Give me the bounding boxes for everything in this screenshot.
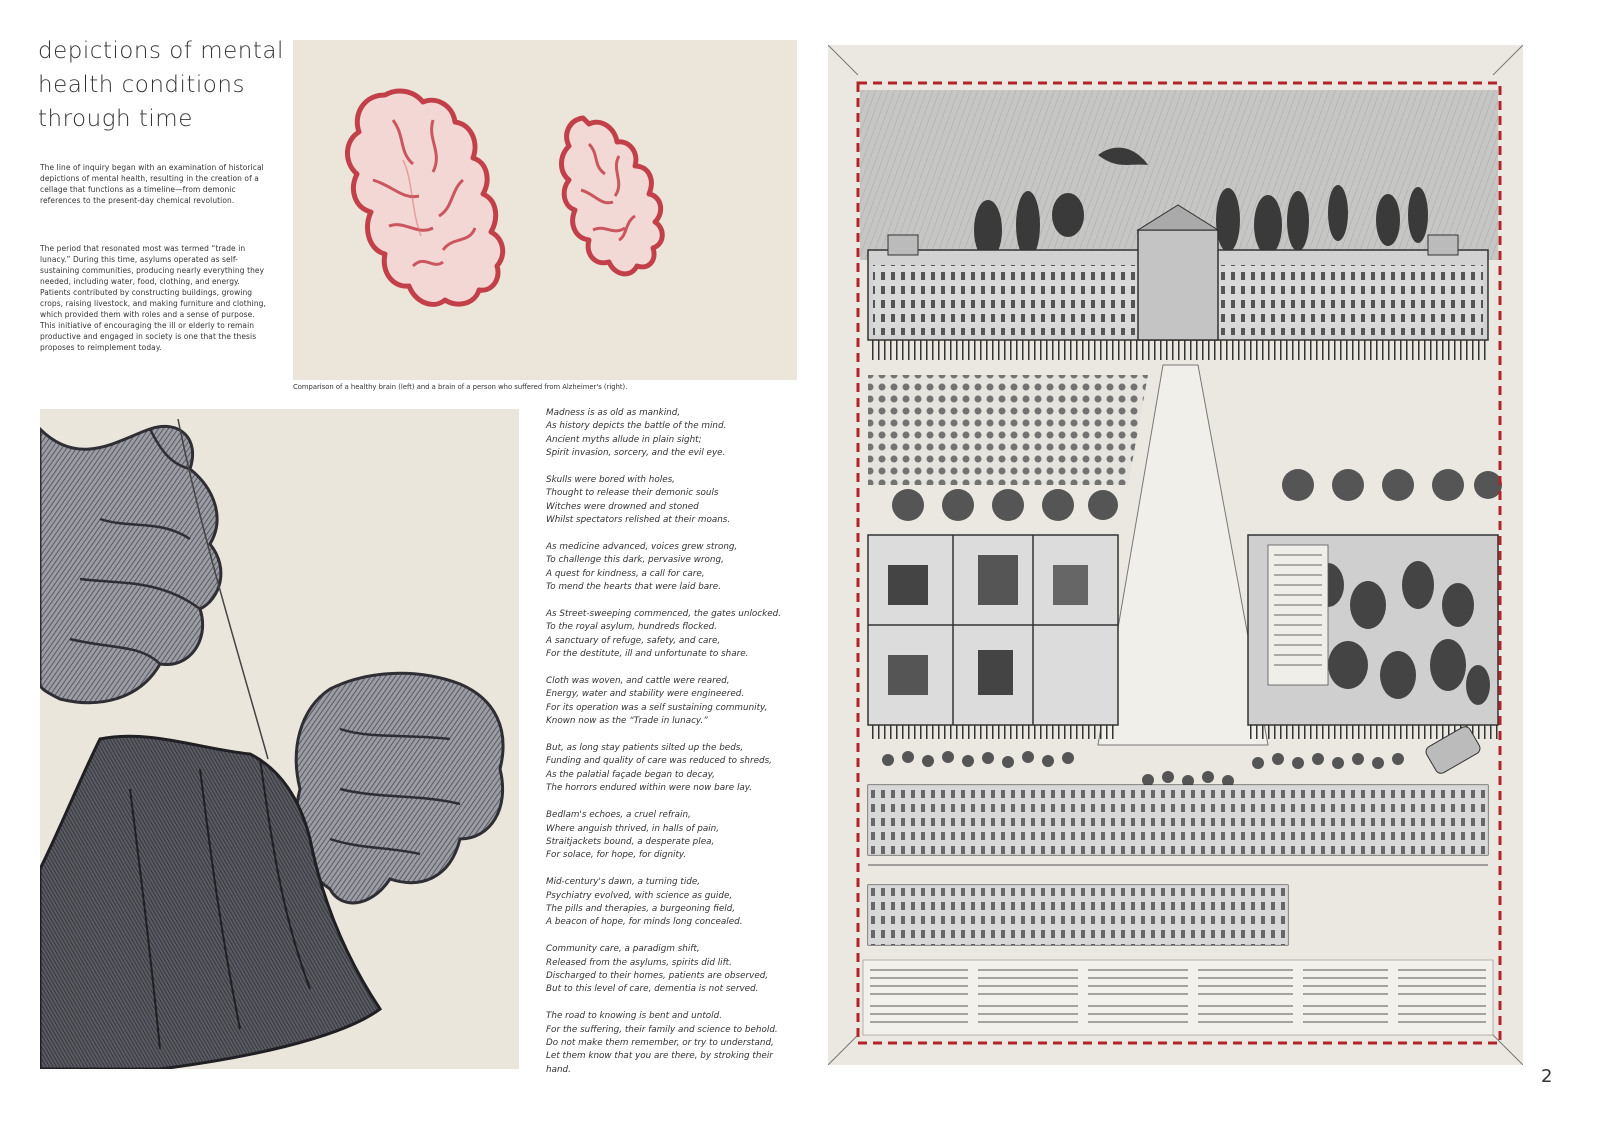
poem-line: Community care, a paradigm shift, <box>546 944 700 955</box>
poem-line: Thought to release their demonic souls <box>546 488 719 499</box>
poem-line: The road to knowing is bent and untold. <box>546 1011 722 1022</box>
poem-stanza <box>546 876 806 930</box>
poem-line: For its operation was a self sustaining community, <box>546 702 768 713</box>
poem-line: Ancient myths allude in plain sight; <box>546 434 702 445</box>
poem-line: Madness is as old as mankind, <box>546 408 681 418</box>
page-title <box>38 34 288 136</box>
poem-line: Released from the asylums, spirits did lift. <box>546 957 732 968</box>
poem-stanza <box>546 809 806 863</box>
poem-stanza <box>546 407 806 461</box>
poem-line: Energy, water and stability were engineered. <box>546 689 745 700</box>
poem-stanza <box>546 943 806 997</box>
poem-line: Cloth was woven, and cattle were reared, <box>546 676 730 687</box>
poem-line: But, as long stay patients silted up the beds, <box>546 743 744 754</box>
poem-stanza <box>546 1010 806 1077</box>
title-line: through time <box>38 106 193 132</box>
brain-comparison-image <box>293 40 797 380</box>
poem-line: Skulls were bored with holes, <box>546 475 675 486</box>
poem-line: A beacon of hope, for minds long concealed. <box>546 917 743 928</box>
poem-line: A quest for kindness, a call for care, <box>546 568 705 579</box>
brain-caption: Comparison of a healthy brain (left) and a brain of a person who suffered from Alzheimer's (right). <box>293 383 628 391</box>
poem-line: But to this level of care, dementia is not served. <box>546 984 759 995</box>
poem-line: For the suffering, their family and science to behold. <box>546 1024 778 1035</box>
asylum-interior-rooms <box>868 535 1118 739</box>
poem-line: Psychiatry evolved, with science as guide, <box>546 890 733 901</box>
page-number: 2 <box>1541 1066 1553 1087</box>
poem-line: Witches were drowned and stoned <box>546 501 699 512</box>
poem-line: A sanctuary of refuge, safety, and care, <box>546 635 721 646</box>
poem-stanza <box>546 675 806 729</box>
poem-line: Straitjackets bound, a desperate plea, <box>546 836 715 847</box>
collage-text-panel <box>863 960 1493 1035</box>
poem-line: To mend the hearts that were laid bare. <box>546 582 722 593</box>
poem-stanza <box>546 474 806 528</box>
poem <box>546 407 806 1091</box>
poem-line: Where anguish thrived, in halls of pain, <box>546 823 720 834</box>
poem-line: To challenge this dark, pervasive wrong, <box>546 555 724 566</box>
title-line: health conditions <box>38 72 245 98</box>
poem-line: Known now as the “Trade in lunacy.” <box>546 716 708 727</box>
poem-line: Discharged to their homes, patients are observed, <box>546 970 769 981</box>
poem-line: For solace, for hope, for dignity. <box>546 850 687 861</box>
poem-line: Mid-century's dawn, a turning tide, <box>546 877 701 888</box>
poem-line: To the royal asylum, hundreds flocked. <box>546 622 717 633</box>
poem-line: Whilst spectators relished at their moans. <box>546 515 731 526</box>
hands-charcoal-drawing <box>40 409 519 1069</box>
poem-line: The horrors endured within were now bare lay. <box>546 783 753 794</box>
poem-line: As the palatial façade began to decay, <box>546 769 715 780</box>
poem-line: Bedlam's echoes, a cruel refrain, <box>546 810 691 821</box>
poem-line: Funding and quality of care was reduced to shreds, <box>546 756 772 767</box>
poem-stanza <box>546 541 806 595</box>
poem-line: For the destitute, ill and unfortunate to share. <box>546 649 749 660</box>
poem-line: As medicine advanced, voices grew strong, <box>546 542 738 553</box>
poem-line: Do not make them remember, or try to understand, <box>546 1037 774 1048</box>
poem-line: hand. <box>546 1064 571 1075</box>
asylum-collage-artwork <box>828 45 1523 1065</box>
poem-stanza <box>546 608 806 662</box>
intro-paragraph: The line of inquiry began with an examination of historical depictions of mental health, resulting in the creation of a cellage that functions as a timeline—from demonic references to the present-day chemical revolution. <box>40 162 264 205</box>
intro-paragraph: The period that resonated most was termed “trade in lunacy.” During this time, asylums operated as self-sustaining communities, producing nearly everything they needed, including water, food, clothing, and energy. Patients contributed by constructing buildings, growing crops, raising livestock, and making furniture and clothing, which provided them with roles and a sense of purpose. This initiative of encouraging the ill or elderly to remain productive and engaged in society is one that the thesis proposes to reimplement today. <box>40 243 266 352</box>
poem-stanza <box>546 742 806 796</box>
poem-line: Spirit invasion, sorcery, and the evil eye. <box>546 448 726 459</box>
poem-line: The pills and therapies, a burgeoning field, <box>546 903 736 914</box>
title-line: depictions of mental <box>38 38 284 64</box>
poem-line: Let them know that you are there, by stroking their <box>546 1051 773 1062</box>
poem-line: As Street-sweeping commenced, the gates unlocked. <box>546 609 781 620</box>
left-field-crops <box>868 375 1148 521</box>
poem-line: As history depicts the battle of the mind. <box>546 421 727 432</box>
